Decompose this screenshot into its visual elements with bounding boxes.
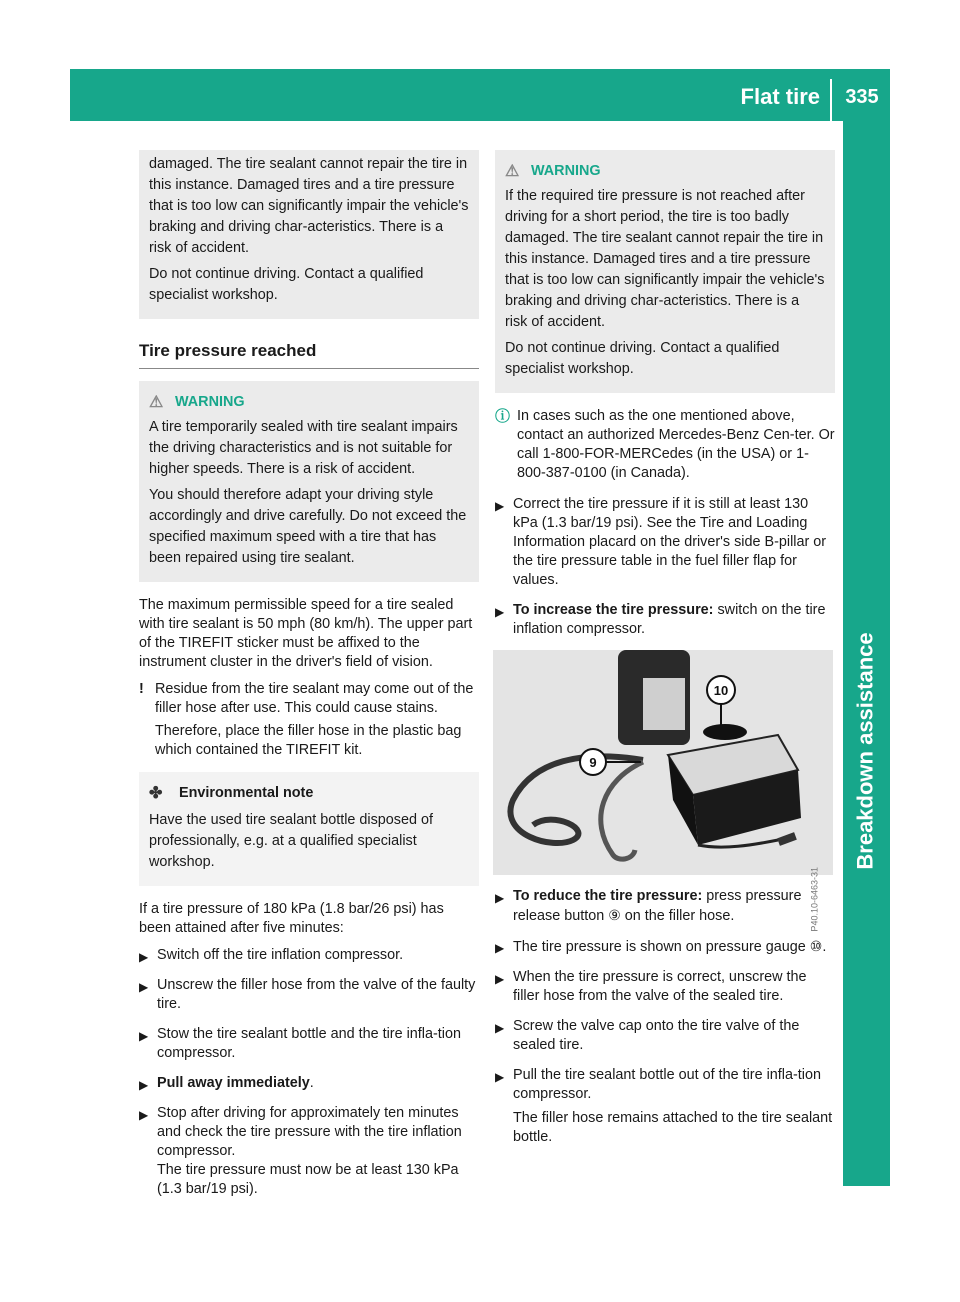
callout-10: 10 [713,683,729,698]
step-text: When the tire pressure is correct, unscrew the filler hose from the valve of the sealed tire. [513,969,807,1004]
instruction-step [139,946,479,970]
warning-label: WARNING [531,163,601,179]
step-arrow-icon: ▶ [495,1021,505,1035]
chapter-label-wrap [847,621,885,881]
environment-bulb-icon: ✤ [149,785,163,802]
warning-text: If the required tire pressure is not reached after driving for a short period, the tire is too badly damaged. The tire sealant cannot repair the tire in this instance. Damaged tires and a tire pressure that is too low can significantly impair the vehicle's braking and driving char-acteristics. There is a risk of accident. [505,188,825,330]
step-text: Screw the valve cap onto the tire valve of the sealed tire. [513,1018,800,1053]
instruction-step [495,601,835,644]
step-arrow-icon: ▶ [495,972,505,986]
warning-box [139,381,479,582]
step-text: switch on the tire inflation compressor. [513,602,826,637]
step-arrow-icon: ▶ [139,950,149,964]
warning-header [505,162,825,181]
warning-text: damaged. The tire sealant cannot repair the tire in this instance. Damaged tires and a tire pressure that is too low can significantly impair the vehicle's braking and driving char-acteristics. There is a risk of accident. [149,156,469,256]
left-column [139,150,479,1210]
warning-text: A tire temporarily sealed with tire sealant impairs the driving characteristics and is not suitable for higher speeds. There is a risk of accident. [149,419,458,477]
step-text: The filler hose remains attached to the tire sealant bottle. [513,1110,833,1145]
step-text: Correct the tire pressure if it is still at least 130 kPa (1.3 bar/19 psi). See the Tire and Loading Information placard on the driver's side B-pillar or the tire pressure table in the fuel filler flap for values. [513,496,827,588]
warning-box [495,150,835,393]
ref-9: ⑨ [608,907,621,923]
warning-text: Do not continue driving. Contact a qualified specialist workshop. [149,266,424,303]
step-arrow-icon: ▶ [495,941,505,955]
section-heading: Tire pressure reached [139,341,479,369]
step-arrow-icon: ▶ [495,499,505,513]
step-text: Stow the tire sealant bottle and the tire infla-tion compressor. [157,1026,461,1061]
info-note [495,407,835,487]
instruction-step [495,887,835,931]
warning-triangle-icon: ⚠ [149,394,164,411]
step-arrow-icon: ▶ [495,891,505,905]
info-icon: ⓘ [495,408,511,425]
instruction-step [139,1025,479,1068]
step-arrow-icon: ▶ [495,1070,505,1084]
warning-label: WARNING [175,394,245,410]
instruction-step: ▶ The tire pressure is shown on pressure gauge ⑩. [495,937,835,962]
warning-text: You should therefore adapt your driving style accordingly and drive carefully. Do not exceed the specified maximum speed with a tire that has been repaired using tire sealant. [149,487,467,566]
instruction-step: ▶ Pull away immediately. [139,1074,479,1098]
warning-box-continued [139,150,479,319]
note-text: Residue from the tire sealant may come out of the filler hose after use. This could cause stains. [155,681,474,716]
step-text: Stop after driving for approximately ten minutes and check the tire pressure with the tire inflation compressor. [157,1105,462,1159]
info-text: In cases such as the one mentioned above, contact an authorized Mercedes-Benz Cen-ter. Or call 1-800-FOR-MERCedes (in the USA) or 1-800-387-0100 (in Canada). [517,408,835,481]
right-column [495,150,835,1158]
instruction-step [139,1104,479,1204]
instruction-step [139,976,479,1019]
environmental-note-header [149,784,469,803]
note-text: Therefore, place the filler hose in the plastic bag which contained the TIREFIT kit. [155,723,462,758]
step-text: Unscrew the filler hose from the valve of the faulty tire. [157,977,476,1012]
instruction-step [495,495,835,595]
step-text: Switch off the tire inflation compressor. [157,947,404,963]
step-arrow-icon: ▶ [495,605,505,619]
step-arrow-icon: ▶ [139,1108,149,1122]
compressor-drawing [493,650,833,875]
warning-text: Do not continue driving. Contact a qualified specialist workshop. [505,340,780,377]
step-arrow-icon: ▶ [139,1078,149,1092]
warning-triangle-icon: ⚠ [505,163,520,180]
header-divider [830,79,832,121]
instruction-step [495,968,835,1011]
environmental-note-label: Environmental note [179,785,314,801]
page-header [70,69,890,121]
callout-9: 9 [589,755,597,770]
ref-10: ⑩ [809,938,823,954]
chapter-tab [843,121,890,1186]
step-bold-text: To increase the tire pressure: [513,602,714,618]
exclamation-icon: ! [139,681,144,697]
environmental-note-box [139,772,479,886]
step-bold-text: To reduce the tire pressure: [513,888,703,904]
warning-header [149,393,469,412]
figure-id: P40.10-6463-31 [810,867,820,932]
page-number: 335 [845,86,879,108]
step-text: Pull the tire sealant bottle out of the tire infla-tion compressor. [513,1067,821,1102]
step-text: on the filler hose. [624,908,735,924]
instruction-step [495,1017,835,1060]
chapter-label: Breakdown assistance [853,632,879,870]
step-text: press pressure release button [513,888,802,924]
step-bold-text: Pull away immediately [157,1075,310,1091]
environmental-note-text: Have the used tire sealant bottle disposed of professionally, e.g. at a qualified specialist workshop. [149,812,433,870]
step-text: The tire pressure must now be at least 130 kPa (1.3 bar/19 psi). [157,1162,459,1197]
step-arrow-icon: ▶ [139,1029,149,1043]
caution-note [139,680,479,764]
step-arrow-icon: ▶ [139,980,149,994]
body-paragraph: If a tire pressure of 180 kPa (1.8 bar/26 psi) has been attained after five minutes: [139,901,444,936]
instruction-step [495,1066,835,1152]
body-paragraph: The maximum permissible speed for a tire sealed with tire sealant is 50 mph (80 km/h). The upper part of the TIREFIT sticker must be affixed to the instrument cluster in the driver's field of vision. [139,597,473,670]
step-text: The tire pressure is shown on pressure gauge [513,939,806,955]
section-title: Flat tire [740,84,820,109]
